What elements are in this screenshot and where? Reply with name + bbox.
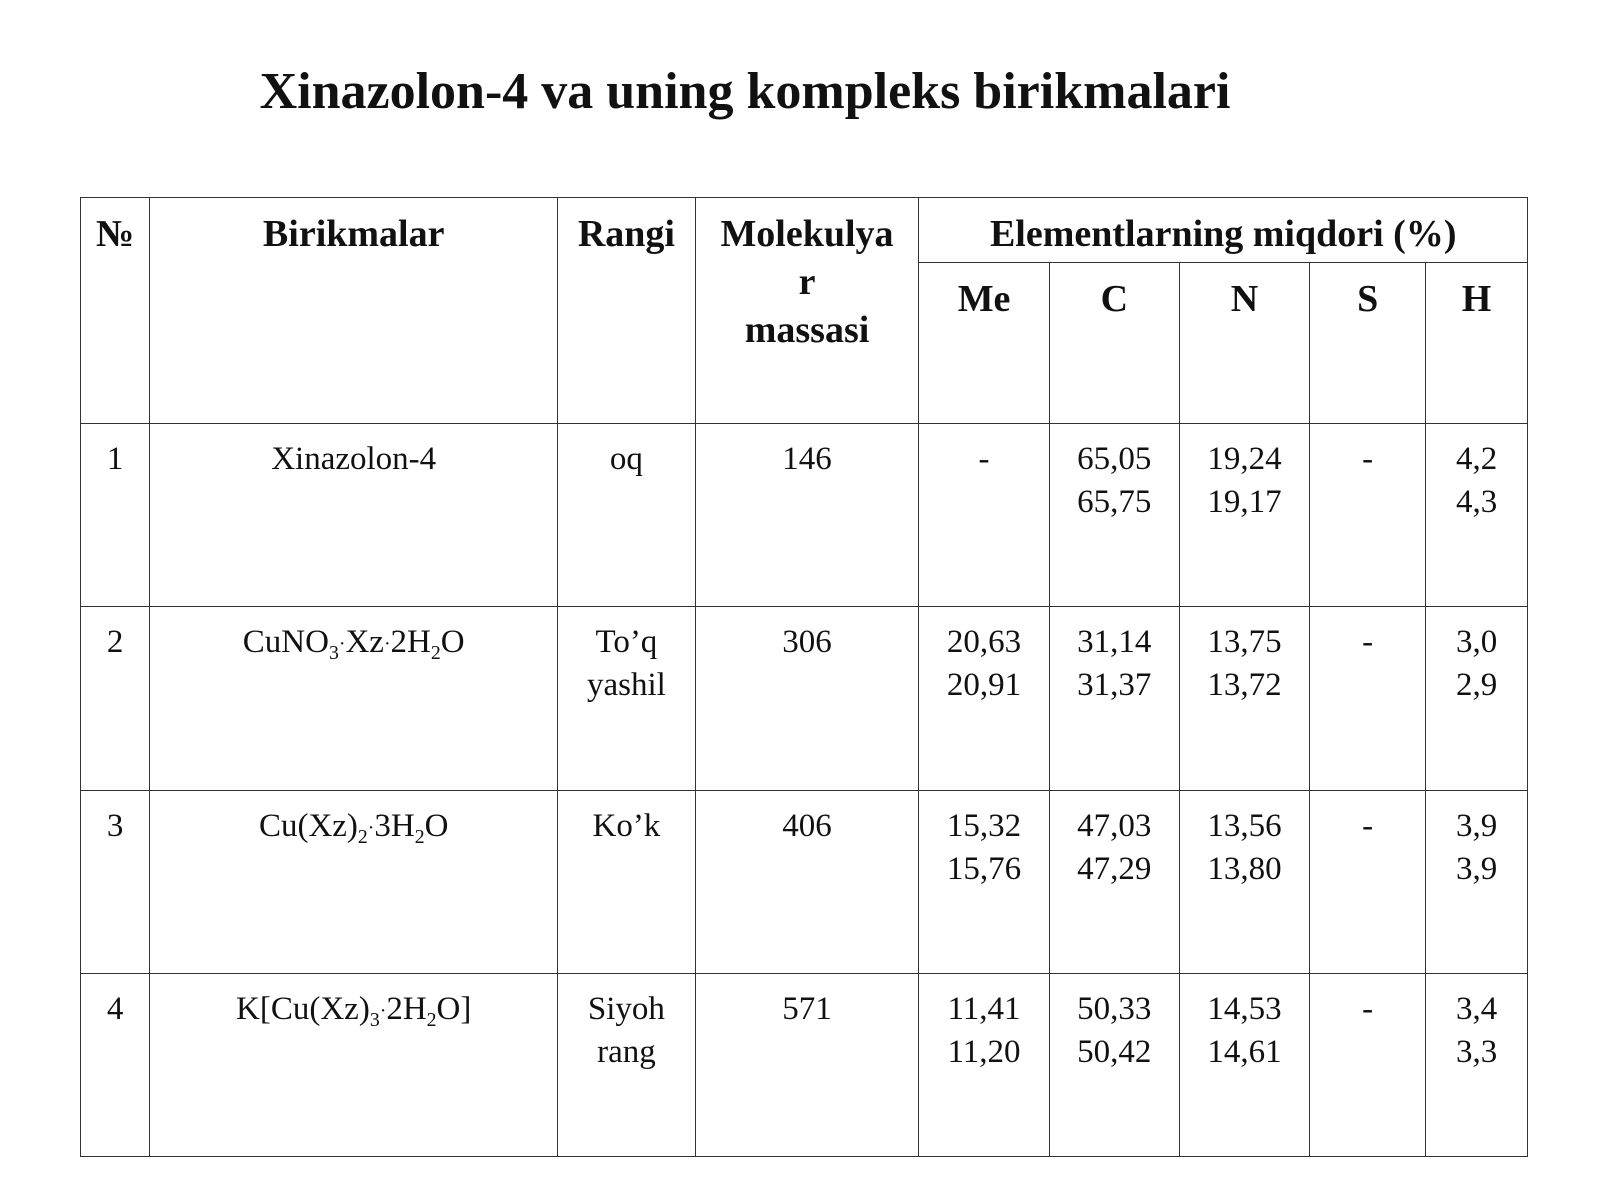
c-content-value: 47,03 — [1077, 807, 1152, 844]
molecular-mass: 146 — [695, 424, 919, 607]
h-content-value: 3,9 — [1455, 807, 1498, 844]
c-content-value: 65,05 — [1077, 441, 1152, 477]
compound-color-value: Ko’k — [592, 807, 661, 844]
h-content — [1426, 973, 1528, 1156]
s-content — [1310, 973, 1426, 1156]
header-compounds: Birikmalar — [150, 198, 558, 424]
formula-part: 2H — [386, 990, 427, 1027]
header-s: S — [1310, 263, 1426, 424]
table-body — [81, 424, 1528, 1157]
header-me: Me — [919, 263, 1049, 424]
formula-subscript: 2 — [426, 1008, 437, 1031]
h-content-value: 4,2 — [1455, 441, 1498, 477]
compound-formula — [150, 790, 558, 973]
formula-part: Cu(Xz) — [258, 807, 358, 844]
c-content-value: 50,33 — [1077, 990, 1152, 1027]
compound-formula — [150, 607, 558, 790]
formula-part: O] — [436, 990, 472, 1027]
h-content-value: 3,3 — [1455, 1033, 1498, 1070]
compound-color — [558, 607, 695, 790]
formula-dot: · — [383, 633, 391, 656]
header-color: Rangi — [558, 198, 695, 424]
h-content-value: 3,0 — [1455, 624, 1498, 661]
s-content — [1310, 790, 1426, 973]
molecular-mass: 406 — [695, 790, 919, 973]
compound-color-value: rang — [597, 1033, 656, 1070]
formula-subscript: 2 — [357, 825, 368, 848]
n-content — [1179, 424, 1309, 607]
formula-part: O — [424, 807, 449, 844]
header-molecular-mass-line: massasi — [744, 309, 870, 351]
formula-dot: · — [367, 816, 375, 839]
s-content-value: - — [1362, 624, 1374, 661]
table-row — [81, 973, 1528, 1156]
s-content — [1310, 607, 1426, 790]
me-content-value: 15,32 — [946, 807, 1022, 844]
compound-color-value: Siyoh — [587, 990, 665, 1027]
row-number: 3 — [81, 790, 150, 973]
header-element-content: Elementlarning miqdori (%) — [919, 198, 1528, 263]
h-content — [1426, 424, 1528, 607]
formula-part: Xinazolon-4 — [271, 441, 437, 477]
compound-formula — [150, 424, 558, 607]
header-number: № — [81, 198, 150, 424]
formula-part: 2H — [390, 624, 431, 661]
me-content — [919, 424, 1049, 607]
me-content — [919, 973, 1049, 1156]
c-content — [1049, 424, 1179, 607]
h-content-value: 4,3 — [1455, 484, 1498, 520]
formula-part: 3H — [374, 807, 415, 844]
formula-subscript: 3 — [369, 1008, 380, 1031]
c-content — [1049, 973, 1179, 1156]
s-content-value: - — [1362, 990, 1374, 1027]
compound-color — [558, 790, 695, 973]
h-content-value: 2,9 — [1455, 667, 1498, 704]
c-content-value: 31,37 — [1077, 667, 1152, 704]
me-content — [919, 607, 1049, 790]
header-molecular-mass — [695, 198, 919, 424]
molecular-mass: 306 — [695, 607, 919, 790]
row-number: 1 — [81, 424, 150, 607]
compound-color — [558, 424, 695, 607]
header-molecular-mass-line: Molekulya — [720, 213, 894, 255]
header-molecular-mass-line: r — [798, 261, 816, 303]
compound-formula — [150, 973, 558, 1156]
compound-color-value: oq — [609, 441, 643, 477]
page-title: Xinazolon-4 va uning kompleks birikmalari — [259, 63, 1231, 120]
me-content-value: 11,41 — [947, 990, 1021, 1027]
formula-subscript: 2 — [430, 642, 441, 665]
h-content — [1426, 790, 1528, 973]
c-content-value: 47,29 — [1077, 850, 1152, 887]
n-content-value: 13,75 — [1207, 624, 1282, 661]
header-h: H — [1426, 263, 1528, 424]
me-content-value: 20,91 — [946, 667, 1022, 704]
c-content — [1049, 790, 1179, 973]
n-content-value: 14,53 — [1207, 990, 1282, 1027]
compound-color-value: yashil — [586, 667, 666, 704]
compound-color-value: To’q — [595, 624, 658, 661]
me-content-value: 15,76 — [946, 850, 1022, 887]
header-n: N — [1179, 263, 1309, 424]
table-row — [81, 790, 1528, 973]
compounds-table — [80, 197, 1528, 1157]
me-content — [919, 790, 1049, 973]
compound-color — [558, 973, 695, 1156]
n-content-value: 19,17 — [1207, 484, 1282, 520]
n-content — [1179, 973, 1309, 1156]
formula-subscript: 2 — [414, 825, 425, 848]
n-content — [1179, 607, 1309, 790]
h-content-value: 3,9 — [1455, 850, 1498, 887]
c-content-value: 50,42 — [1077, 1033, 1152, 1070]
h-content — [1426, 607, 1528, 790]
c-content — [1049, 607, 1179, 790]
row-number: 2 — [81, 607, 150, 790]
s-content-value: - — [1362, 807, 1374, 844]
me-content-value: - — [978, 441, 990, 477]
me-content-value: 20,63 — [946, 624, 1022, 661]
table-row — [81, 424, 1528, 607]
formula-part: K[Cu(Xz) — [236, 990, 370, 1027]
n-content-value: 13,80 — [1207, 850, 1282, 887]
formula-part: CuNO — [242, 624, 329, 661]
table-row — [81, 607, 1528, 790]
row-number: 4 — [81, 973, 150, 1156]
n-content-value: 19,24 — [1207, 441, 1282, 477]
s-content — [1310, 424, 1426, 607]
formula-part: Xz — [345, 624, 384, 661]
formula-dot: · — [338, 633, 346, 656]
s-content-value: - — [1362, 441, 1374, 477]
header-c: C — [1049, 263, 1179, 424]
formula-dot: · — [379, 999, 387, 1022]
n-content-value: 13,72 — [1207, 667, 1282, 704]
formula-part: O — [440, 624, 465, 661]
n-content — [1179, 790, 1309, 973]
me-content-value: 11,20 — [947, 1033, 1021, 1070]
h-content-value: 3,4 — [1455, 990, 1498, 1027]
n-content-value: 13,56 — [1207, 807, 1282, 844]
molecular-mass: 571 — [695, 973, 919, 1156]
n-content-value: 14,61 — [1207, 1033, 1282, 1070]
c-content-value: 65,75 — [1077, 484, 1152, 520]
c-content-value: 31,14 — [1077, 624, 1152, 661]
formula-subscript: 3 — [328, 642, 339, 665]
